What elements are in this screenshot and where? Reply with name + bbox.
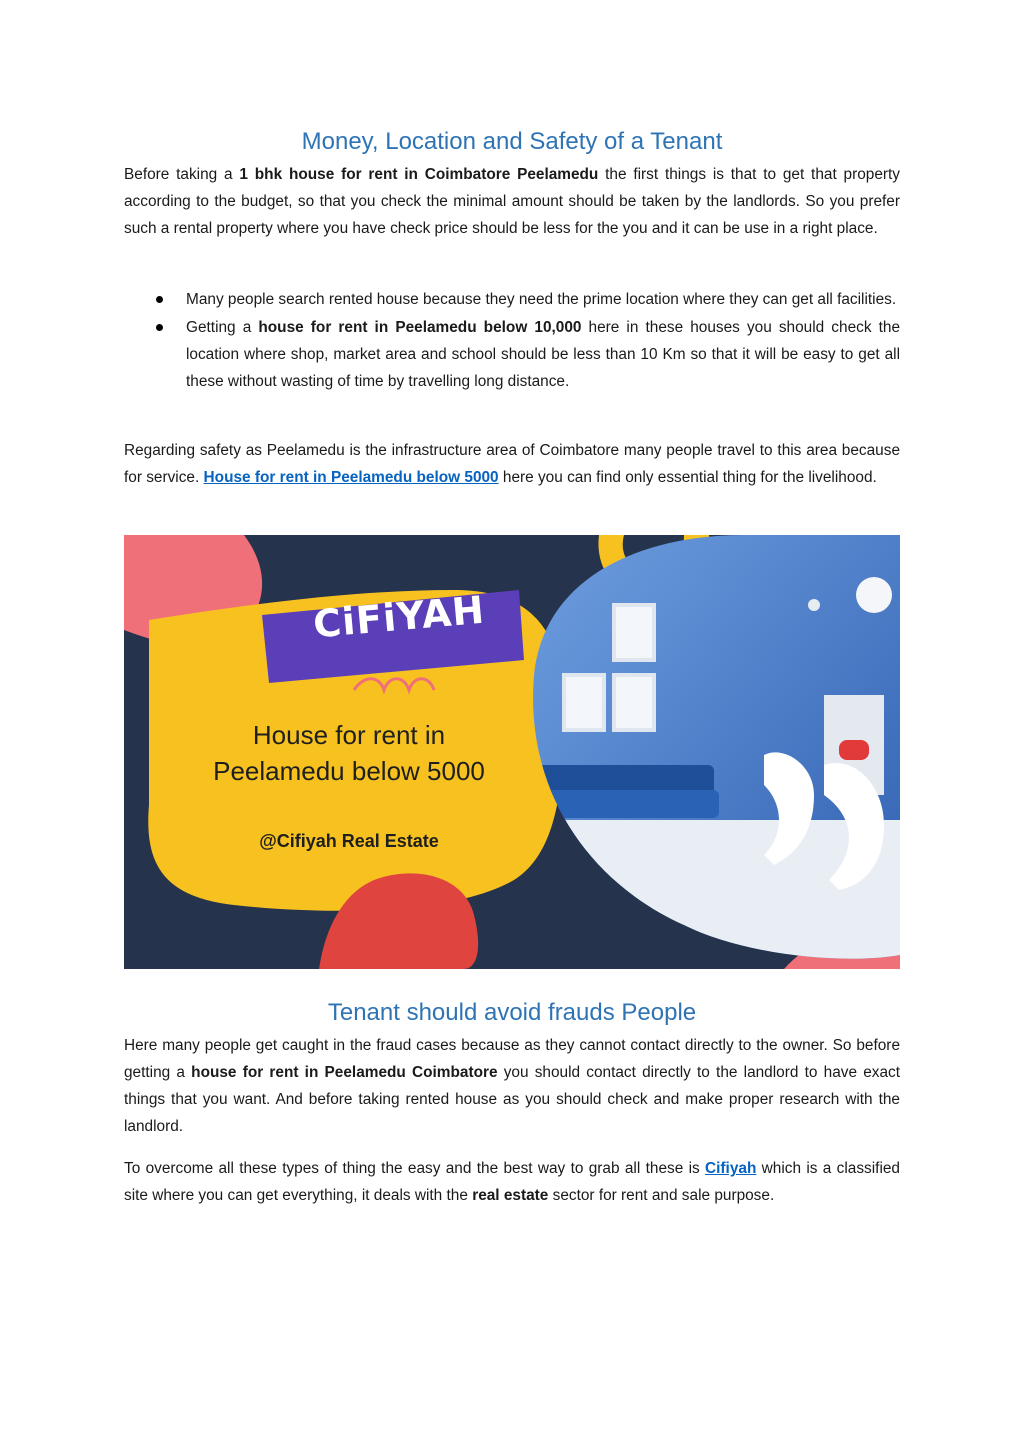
paragraph-frauds [124, 1032, 900, 1140]
text-run: Getting a [186, 319, 259, 336]
bold-keyword: house for rent in Peelamedu Coimbatore [191, 1064, 498, 1081]
bold-keyword: 1 bhk house for rent in Coimbatore Peelamedu [239, 166, 599, 183]
text-run: the first things is that to get that property according to the budget, so that you check the minimal amount should be taken by the landlords. So you prefer such a rental property where you have check price should be less for the you and it can be use in a right place. [124, 166, 900, 237]
list-item-below-10000 [124, 314, 900, 395]
list-item-prime-location [124, 286, 900, 313]
text-run: To overcome all these types of thing the easy and the best way to grab all these is [124, 1160, 706, 1177]
paragraph-cifiyah [124, 1155, 900, 1209]
text-run: which is a classified site where you can get everything, it deals with the [124, 1160, 900, 1204]
section-heading-money-location-safety: Money, Location and Safety of a Tenant [301, 128, 723, 155]
link-house-below-5000[interactable]: House for rent in Peelamedu below 5000 [203, 469, 499, 486]
text-run: Before taking a [124, 166, 240, 183]
banner-title-line: House for rent in [252, 720, 446, 750]
paragraph-budget [124, 161, 900, 242]
bullet-list [124, 286, 900, 395]
bold-keyword: real estate [472, 1187, 549, 1204]
section-heading-avoid-frauds: Tenant should avoid frauds People [327, 999, 697, 1026]
link-cifiyah[interactable]: Cifiyah [705, 1160, 757, 1177]
cifiyah-logo-text: CiFiYAH [311, 587, 487, 647]
banner-title [184, 717, 514, 789]
text-run: here in these houses you should check the location where shop, market area and school should be less than 10 Km so that it will be easy to get all these without wasting of time by travelling long distance. [186, 319, 900, 390]
list-item-text: Many people search rented house because they need the prime location where they can get all facilities. [186, 291, 897, 308]
banner-handle: @Cifiyah Real Estate [259, 831, 439, 851]
paragraph-safety [124, 437, 900, 491]
text-run: here you can find only essential thing for the livelihood. [498, 469, 877, 486]
bold-keyword: house for rent in Peelamedu below 10,000 [258, 319, 582, 336]
cifiyah-banner-image [124, 535, 900, 969]
banner-title-line: Peelamedu below 5000 [213, 756, 485, 786]
text-run: sector for rent and sale purpose. [548, 1187, 775, 1204]
text-run: Here many people get caught in the fraud cases because as they cannot contact directly to the owner. So before getting a [124, 1037, 900, 1081]
text-run: Regarding safety as Peelamedu is the infrastructure area of Coimbatore many people travel to this area because for service. [124, 442, 900, 486]
text-run: you should contact directly to the landlord to have exact things that you want. And before taking rented house as you should check and make proper research with the landlord. [124, 1064, 900, 1135]
